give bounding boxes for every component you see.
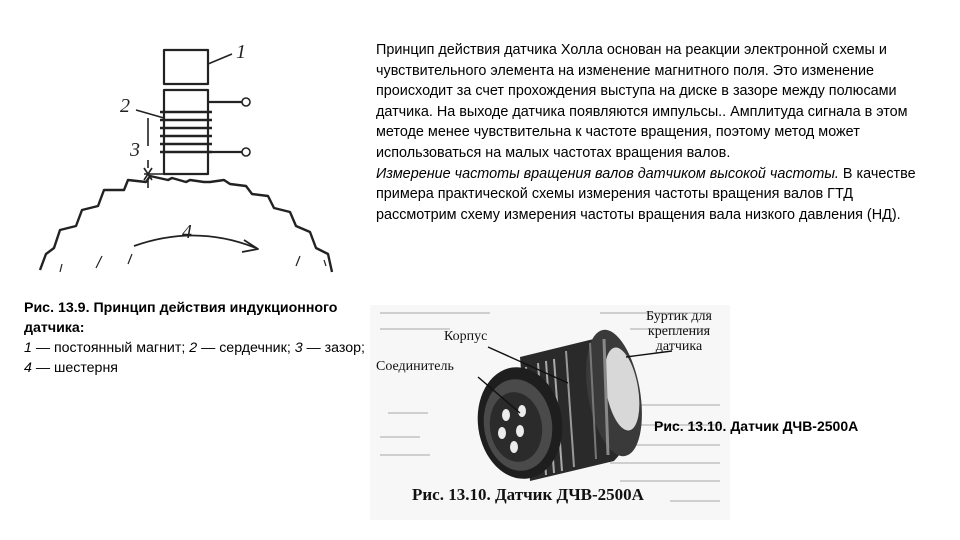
figure-13-10-caption: Рис. 13.10. Датчик ДЧВ-2500А bbox=[654, 418, 859, 434]
caption-title: Рис. 13.9. Принцип действия индукционного датчика: bbox=[24, 300, 338, 336]
caption-legend-number: 1 bbox=[24, 340, 32, 356]
label-1: 1 bbox=[236, 41, 246, 63]
label-4: 4 bbox=[182, 221, 192, 243]
caption-legend bbox=[24, 340, 365, 376]
caption-legend-number: 2 bbox=[189, 340, 198, 356]
caption-legend-text: — шестерня bbox=[31, 360, 118, 376]
figure-13-9-caption bbox=[24, 298, 369, 378]
body-text bbox=[376, 40, 936, 225]
caption-legend-number: 3 bbox=[294, 340, 303, 356]
label-2: 2 bbox=[120, 95, 130, 117]
paragraph-heading: Измерение частоты вращения валов датчиком высокой частоты. bbox=[376, 165, 839, 182]
caption-legend-text: — постоянный магнит; bbox=[31, 340, 190, 356]
label-3: 3 bbox=[130, 139, 140, 161]
paragraph-hall-sensor: Принцип действия датчика Холла основан на реакции электронной схемы и чувствительного элемента на изменение магнитного поля. Это изменение происходит за счет прохождения выступа на диске в зазоре между полюсами датчика. На выходе датчика появляются импульсы.. Амплитуда сигнала в этом методе менее чувствительна к частоте вращения, поэтому метод может использоваться на малых частотах вращения валов. bbox=[376, 42, 908, 161]
caption-legend-text: — сердечник; bbox=[197, 340, 295, 356]
coil bbox=[160, 112, 212, 152]
terminal-top bbox=[242, 98, 250, 106]
caption-legend-text: — зазор; bbox=[302, 340, 365, 356]
label-korpus: Корпус bbox=[444, 329, 488, 344]
paragraph-text: В качестве примера практической схемы измерения частоты вращения валов ГТД рассмотрим схему измерения частоты вращения вала низкого давления (НД). bbox=[376, 165, 916, 223]
rotation-arrow bbox=[134, 235, 256, 248]
inductive-sensor-diagram bbox=[36, 28, 356, 278]
printed-figure-caption: Рис. 13.10. Датчик ДЧВ-2500А bbox=[412, 485, 644, 504]
label-burtik: Буртик для крепления датчика bbox=[646, 309, 712, 354]
caption-legend-number: 4 bbox=[24, 360, 32, 376]
permanent-magnet bbox=[164, 50, 208, 84]
terminal-bottom bbox=[242, 148, 250, 156]
dchv-2500a-sensor-photo bbox=[370, 305, 730, 520]
core bbox=[164, 90, 208, 174]
paragraph-high-frequency bbox=[376, 164, 936, 226]
label-soedinitel: Соединитель bbox=[376, 359, 454, 374]
